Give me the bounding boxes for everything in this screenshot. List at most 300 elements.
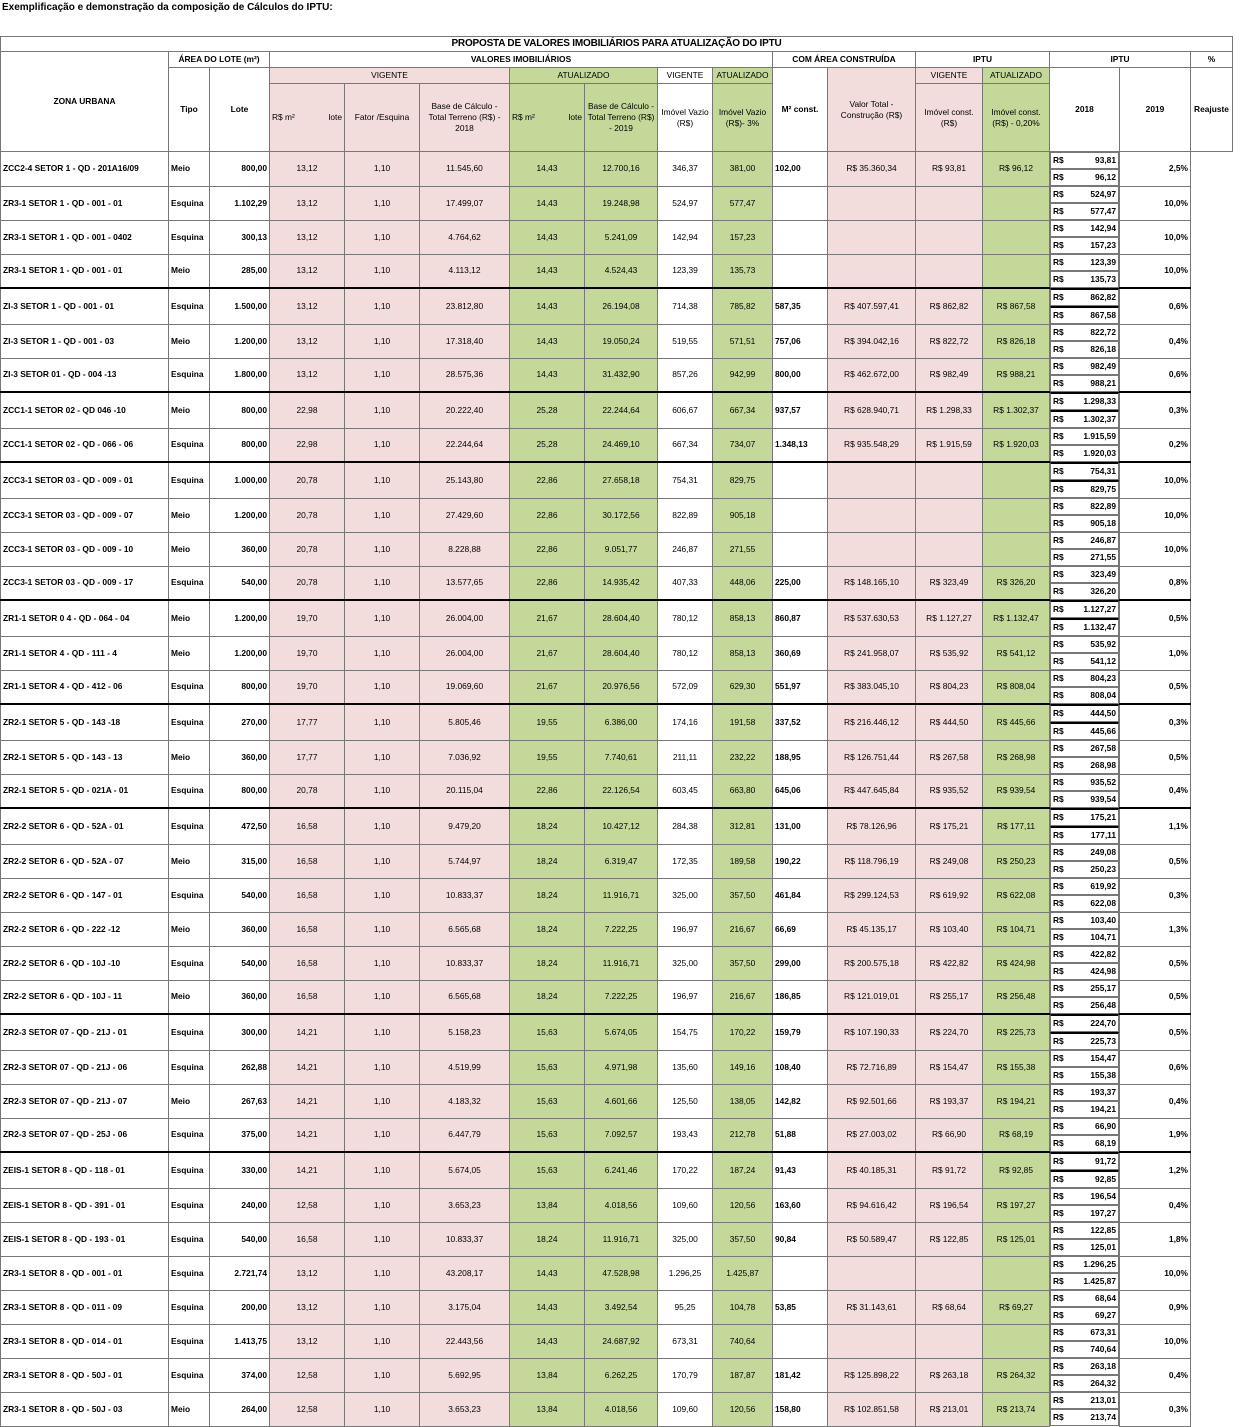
cell-valor-total: R$ 126.751,44 bbox=[828, 740, 916, 774]
cell-imovel-vazio: 524,97 bbox=[658, 186, 713, 220]
cell-rs-m2-vigente: 13,12 bbox=[270, 324, 345, 358]
cell-imovel-vazio: 123,39 bbox=[658, 254, 713, 288]
cell-rs-m2-atualizado: 22,86 bbox=[510, 566, 585, 600]
cell-imovel-vazio-3: 357,50 bbox=[713, 946, 773, 980]
cell-imovel-vazio: 95,25 bbox=[658, 1290, 713, 1324]
cell-base-2019: 7.740,61 bbox=[585, 740, 658, 774]
cell-base-2019: 26.194,08 bbox=[585, 288, 658, 324]
currency-value: 619,92 bbox=[1090, 881, 1116, 891]
cell-rs-m2-vigente: 17,77 bbox=[270, 704, 345, 740]
cell-rs-m2-atualizado: 14,43 bbox=[510, 186, 585, 220]
cell-iptu-2018 bbox=[1050, 498, 1119, 515]
cell-imovel-vazio-3: 829,75 bbox=[713, 462, 773, 498]
cell-base-2018: 3.653,23 bbox=[420, 1392, 510, 1426]
currency-value: 69,27 bbox=[1095, 1310, 1116, 1320]
cell-fator: 1,10 bbox=[345, 1256, 420, 1290]
currency-value: 96,12 bbox=[1095, 172, 1116, 182]
cell-iptu-2018 bbox=[1050, 1290, 1119, 1307]
cell-base-2019: 28.604,40 bbox=[585, 636, 658, 670]
cell-valor-total: R$ 148.165,10 bbox=[828, 566, 916, 600]
currency-symbol: R$ bbox=[1053, 743, 1064, 753]
cell-rs-m2-atualizado: 18,24 bbox=[510, 946, 585, 980]
cell-imovel-const: R$ 535,92 bbox=[916, 636, 983, 670]
cell-tipo: Esquina bbox=[169, 288, 210, 324]
cell-m2-const: 360,69 bbox=[773, 636, 828, 670]
currency-value: 822,72 bbox=[1090, 327, 1116, 337]
cell-base-2019: 12.700,16 bbox=[585, 152, 658, 187]
currency-symbol: R$ bbox=[1053, 240, 1064, 250]
col-reajuste: Reajuste bbox=[1191, 68, 1233, 152]
cell-imovel-const-020: R$ 445,66 bbox=[983, 704, 1050, 740]
cell-iptu-2018 bbox=[1050, 1392, 1119, 1409]
cell-lote: 1.200,00 bbox=[210, 600, 270, 636]
currency-symbol: R$ bbox=[1053, 1276, 1064, 1286]
cell-imovel-const-020 bbox=[983, 254, 1050, 288]
cell-imovel-const-020: R$ 68,19 bbox=[983, 1118, 1050, 1152]
cell-tipo: Meio bbox=[169, 324, 210, 358]
cell-valor-total bbox=[828, 1324, 916, 1358]
cell-imovel-const: R$ 68,64 bbox=[916, 1290, 983, 1324]
currency-symbol: R$ bbox=[1053, 864, 1064, 874]
currency-value: 673,31 bbox=[1090, 1327, 1116, 1337]
cell-tipo: Esquina bbox=[169, 1152, 210, 1188]
currency-symbol: R$ bbox=[1053, 172, 1064, 182]
cell-valor-total: R$ 118.796,19 bbox=[828, 844, 916, 878]
cell-iptu-2019 bbox=[1050, 826, 1119, 844]
currency-value: 197,27 bbox=[1090, 1208, 1116, 1218]
cell-rs-m2-atualizado: 14,43 bbox=[510, 358, 585, 392]
cell-lote: 1.500,00 bbox=[210, 288, 270, 324]
cell-tipo: Esquina bbox=[169, 1188, 210, 1222]
cell-imovel-const-020 bbox=[983, 532, 1050, 566]
cell-imovel-const-020: R$ 104,71 bbox=[983, 912, 1050, 946]
cell-base-2019: 7.092,57 bbox=[585, 1118, 658, 1152]
cell-rs-m2-vigente: 16,58 bbox=[270, 878, 345, 912]
cell-imovel-vazio-3: 312,81 bbox=[713, 808, 773, 844]
cell-reajuste: 0,8% bbox=[1120, 566, 1191, 600]
cell-imovel-vazio-3: 629,30 bbox=[713, 670, 773, 704]
cell-m2-const: 66,69 bbox=[773, 912, 828, 946]
currency-symbol: R$ bbox=[1053, 569, 1064, 579]
cell-rs-m2-atualizado: 14,43 bbox=[510, 1290, 585, 1324]
cell-rs-m2-atualizado: 18,24 bbox=[510, 912, 585, 946]
cell-imovel-const bbox=[916, 254, 983, 288]
cell-imovel-vazio-3: 157,23 bbox=[713, 220, 773, 254]
cell-tipo: Meio bbox=[169, 152, 210, 187]
currency-symbol: R$ bbox=[1053, 396, 1064, 406]
cell-imovel-vazio: 780,12 bbox=[658, 636, 713, 670]
currency-symbol: R$ bbox=[1053, 760, 1064, 770]
cell-reajuste: 0,4% bbox=[1120, 1188, 1191, 1222]
cell-base-2019: 11.916,71 bbox=[585, 1222, 658, 1256]
cell-base-2018: 5.744,97 bbox=[420, 844, 510, 878]
cell-imovel-vazio: 193,43 bbox=[658, 1118, 713, 1152]
cell-base-2019: 19.050,24 bbox=[585, 324, 658, 358]
cell-imovel-vazio: 170,79 bbox=[658, 1358, 713, 1392]
currency-symbol: R$ bbox=[1053, 1156, 1064, 1166]
cell-reajuste: 0,5% bbox=[1120, 980, 1191, 1014]
cell-lote: 375,00 bbox=[210, 1118, 270, 1152]
currency-symbol: R$ bbox=[1053, 1121, 1064, 1131]
cell-rs-m2-vigente: 13,12 bbox=[270, 186, 345, 220]
cell-iptu-2019 bbox=[1050, 203, 1119, 220]
cell-imovel-vazio-3: 858,13 bbox=[713, 636, 773, 670]
cell-rs-m2-atualizado: 21,67 bbox=[510, 600, 585, 636]
table-row bbox=[1, 254, 1233, 288]
cell-imovel-const-020: R$ 69,27 bbox=[983, 1290, 1050, 1324]
cell-imovel-vazio-3: 135,73 bbox=[713, 254, 773, 288]
cell-lote: 1.800,00 bbox=[210, 358, 270, 392]
table-row bbox=[1, 186, 1233, 220]
currency-symbol: R$ bbox=[1053, 881, 1064, 891]
cell-rs-m2-vigente: 20,78 bbox=[270, 498, 345, 532]
cell-rs-m2-vigente: 12,58 bbox=[270, 1188, 345, 1222]
table-row bbox=[1, 1222, 1233, 1256]
cell-fator: 1,10 bbox=[345, 566, 420, 600]
cell-reajuste: 1,8% bbox=[1120, 1222, 1191, 1256]
cell-imovel-vazio-3: 271,55 bbox=[713, 532, 773, 566]
cell-iptu-2019 bbox=[1050, 1101, 1119, 1118]
cell-reajuste: 1,3% bbox=[1120, 912, 1191, 946]
cell-valor-total: R$ 200.575,18 bbox=[828, 946, 916, 980]
cell-valor-total: R$ 35.360,34 bbox=[828, 152, 916, 187]
currency-symbol: R$ bbox=[1053, 310, 1064, 320]
cell-zona: ZR3-1 SETOR 8 - QD - 011 - 09 bbox=[1, 1290, 169, 1324]
cell-lote: 267,63 bbox=[210, 1084, 270, 1118]
cell-lote: 360,00 bbox=[210, 980, 270, 1014]
cell-iptu-2018 bbox=[1050, 636, 1119, 653]
cell-m2-const: 337,52 bbox=[773, 704, 828, 740]
cell-reajuste: 0,3% bbox=[1120, 704, 1191, 740]
cell-m2-const: 163,60 bbox=[773, 1188, 828, 1222]
cell-iptu-2018 bbox=[1050, 1014, 1119, 1032]
currency-symbol: R$ bbox=[1053, 1191, 1064, 1201]
cell-imovel-vazio: 109,60 bbox=[658, 1188, 713, 1222]
table-row bbox=[1, 912, 1233, 946]
currency-symbol: R$ bbox=[1053, 274, 1064, 284]
cell-fator: 1,10 bbox=[345, 1118, 420, 1152]
cell-fator: 1,10 bbox=[345, 878, 420, 912]
cell-reajuste: 10,0% bbox=[1120, 1256, 1191, 1290]
cell-zona: ZCC1-1 SETOR 02 - QD - 066 - 06 bbox=[1, 428, 169, 462]
cell-imovel-const: R$ 323,49 bbox=[916, 566, 983, 600]
cell-base-2018: 10.833,37 bbox=[420, 946, 510, 980]
currency-value: 267,58 bbox=[1090, 743, 1116, 753]
cell-m2-const: 91,43 bbox=[773, 1152, 828, 1188]
cell-imovel-vazio-3: 189,58 bbox=[713, 844, 773, 878]
cell-m2-const: 551,97 bbox=[773, 670, 828, 704]
cell-rs-m2-vigente: 14,21 bbox=[270, 1014, 345, 1050]
col-imovel-const: Imóvel const. (R$) bbox=[916, 84, 983, 152]
cell-tipo: Esquina bbox=[169, 566, 210, 600]
cell-imovel-vazio: 754,31 bbox=[658, 462, 713, 498]
cell-base-2018: 26.004,00 bbox=[420, 600, 510, 636]
cell-zona: ZR2-3 SETOR 07 - QD - 25J - 06 bbox=[1, 1118, 169, 1152]
cell-base-2019: 19.248,98 bbox=[585, 186, 658, 220]
cell-rs-m2-vigente: 13,12 bbox=[270, 1256, 345, 1290]
cell-rs-m2-vigente: 12,58 bbox=[270, 1392, 345, 1426]
currency-value: 754,31 bbox=[1090, 466, 1116, 476]
cell-zona: ZR3-1 SETOR 8 - QD - 50J - 01 bbox=[1, 1358, 169, 1392]
cell-lote: 1.200,00 bbox=[210, 324, 270, 358]
cell-rs-m2-vigente: 13,12 bbox=[270, 288, 345, 324]
cell-iptu-2018 bbox=[1050, 152, 1119, 169]
cell-lote: 1.000,00 bbox=[210, 462, 270, 498]
cell-iptu-2018 bbox=[1050, 844, 1119, 861]
currency-symbol: R$ bbox=[1053, 1293, 1064, 1303]
cell-lote: 540,00 bbox=[210, 946, 270, 980]
cell-imovel-vazio: 667,34 bbox=[658, 428, 713, 462]
cell-rs-m2-atualizado: 13,84 bbox=[510, 1358, 585, 1392]
cell-imovel-const-020 bbox=[983, 462, 1050, 498]
cell-zona: ZCC2-4 SETOR 1 - QD - 201A16/09 bbox=[1, 152, 169, 187]
cell-reajuste: 0,5% bbox=[1120, 844, 1191, 878]
currency-value: 541,12 bbox=[1090, 656, 1116, 666]
cell-iptu-2018 bbox=[1050, 1358, 1119, 1375]
cell-valor-total: R$ 107.190,33 bbox=[828, 1014, 916, 1050]
cell-iptu-2018 bbox=[1050, 462, 1119, 480]
currency-value: 246,87 bbox=[1090, 535, 1116, 545]
currency-symbol: R$ bbox=[1053, 812, 1064, 822]
currency-value: 154,47 bbox=[1090, 1053, 1116, 1063]
cell-imovel-vazio: 325,00 bbox=[658, 1222, 713, 1256]
currency-symbol: R$ bbox=[1053, 344, 1064, 354]
currency-symbol: R$ bbox=[1053, 983, 1064, 993]
cell-imovel-const: R$ 263,18 bbox=[916, 1358, 983, 1392]
currency-symbol: R$ bbox=[1053, 966, 1064, 976]
cell-zona: ZR2-2 SETOR 6 - QD - 52A - 01 bbox=[1, 808, 169, 844]
cell-base-2018: 19.069,60 bbox=[420, 670, 510, 704]
cell-iptu-2018 bbox=[1050, 1324, 1119, 1341]
cell-zona: ZI-3 SETOR 1 - QD - 001 - 03 bbox=[1, 324, 169, 358]
cell-iptu-2019 bbox=[1050, 1205, 1119, 1222]
currency-symbol: R$ bbox=[1053, 448, 1064, 458]
cell-imovel-vazio: 284,38 bbox=[658, 808, 713, 844]
currency-symbol: R$ bbox=[1053, 292, 1064, 302]
currency-value: 142,94 bbox=[1090, 223, 1116, 233]
cell-imovel-vazio: 109,60 bbox=[658, 1392, 713, 1426]
cell-reajuste: 0,4% bbox=[1120, 774, 1191, 808]
cell-imovel-vazio-3: 734,07 bbox=[713, 428, 773, 462]
cell-imovel-vazio: 154,75 bbox=[658, 1014, 713, 1050]
cell-valor-total: R$ 935.548,29 bbox=[828, 428, 916, 462]
cell-tipo: Esquina bbox=[169, 358, 210, 392]
cell-base-2018: 5.158,23 bbox=[420, 1014, 510, 1050]
cell-lote: 472,50 bbox=[210, 808, 270, 844]
cell-fator: 1,10 bbox=[345, 254, 420, 288]
cell-lote: 800,00 bbox=[210, 774, 270, 808]
cell-m2-const: 158,80 bbox=[773, 1392, 828, 1426]
cell-valor-total: R$ 102.851,58 bbox=[828, 1392, 916, 1426]
cell-iptu-2018 bbox=[1050, 186, 1119, 203]
cell-rs-m2-atualizado: 18,24 bbox=[510, 878, 585, 912]
cell-imovel-const: R$ 1.298,33 bbox=[916, 392, 983, 428]
cell-lote: 315,00 bbox=[210, 844, 270, 878]
cell-zona: ZR2-1 SETOR 5 - QD - 143 -18 bbox=[1, 704, 169, 740]
cell-iptu-2018 bbox=[1050, 1084, 1119, 1101]
currency-symbol: R$ bbox=[1053, 1000, 1064, 1010]
cell-imovel-vazio-3: 1.425,87 bbox=[713, 1256, 773, 1290]
cell-iptu-2018 bbox=[1050, 704, 1119, 722]
cell-imovel-vazio-3: 191,58 bbox=[713, 704, 773, 740]
currency-value: 988,21 bbox=[1090, 378, 1116, 388]
currency-symbol: R$ bbox=[1053, 949, 1064, 959]
currency-symbol: R$ bbox=[1053, 932, 1064, 942]
cell-rs-m2-vigente: 13,12 bbox=[270, 152, 345, 187]
cell-rs-m2-atualizado: 14,43 bbox=[510, 1324, 585, 1358]
cell-iptu-2019 bbox=[1050, 237, 1119, 254]
cell-reajuste: 0,5% bbox=[1120, 670, 1191, 704]
cell-zona: ZR3-1 SETOR 8 - QD - 014 - 01 bbox=[1, 1324, 169, 1358]
currency-value: 104,71 bbox=[1090, 932, 1116, 942]
cell-reajuste: 0,6% bbox=[1120, 1050, 1191, 1084]
col-fator: Fator /Esquina bbox=[345, 84, 420, 152]
cell-valor-total bbox=[828, 186, 916, 220]
cell-base-2019: 6.241,46 bbox=[585, 1152, 658, 1188]
cell-iptu-2019 bbox=[1050, 929, 1119, 946]
cell-rs-m2-atualizado: 22,86 bbox=[510, 532, 585, 566]
cell-rs-m2-vigente: 19,70 bbox=[270, 636, 345, 670]
cell-m2-const: 186,85 bbox=[773, 980, 828, 1014]
cell-reajuste: 0,5% bbox=[1120, 1014, 1191, 1050]
cell-m2-const: 937,57 bbox=[773, 392, 828, 428]
currency-value: 982,49 bbox=[1090, 361, 1116, 371]
cell-imovel-const-020: R$ 177,11 bbox=[983, 808, 1050, 844]
cell-base-2019: 14.935,42 bbox=[585, 566, 658, 600]
cell-imovel-const: R$ 193,37 bbox=[916, 1084, 983, 1118]
currency-symbol: R$ bbox=[1053, 535, 1064, 545]
cell-iptu-2019 bbox=[1050, 1273, 1119, 1290]
cell-iptu-2019 bbox=[1050, 549, 1119, 566]
cell-tipo: Esquina bbox=[169, 1222, 210, 1256]
hdr-valores: VALORES IMOBILIÁRIOS bbox=[270, 52, 773, 68]
cell-base-2018: 11.545,60 bbox=[420, 152, 510, 187]
currency-value: 68,19 bbox=[1095, 1138, 1116, 1148]
cell-imovel-vazio: 172,35 bbox=[658, 844, 713, 878]
cell-reajuste: 10,0% bbox=[1120, 498, 1191, 532]
col-lote: Lote bbox=[210, 68, 270, 152]
table-row bbox=[1, 1358, 1233, 1392]
cell-valor-total bbox=[828, 1256, 916, 1290]
cell-base-2019: 4.018,56 bbox=[585, 1188, 658, 1222]
cell-lote: 360,00 bbox=[210, 740, 270, 774]
currency-symbol: R$ bbox=[1053, 206, 1064, 216]
cell-imovel-vazio: 603,45 bbox=[658, 774, 713, 808]
cell-m2-const bbox=[773, 1324, 828, 1358]
cell-fator: 1,10 bbox=[345, 670, 420, 704]
cell-fator: 1,10 bbox=[345, 946, 420, 980]
cell-iptu-2019 bbox=[1050, 1375, 1119, 1392]
cell-imovel-vazio-3: 858,13 bbox=[713, 600, 773, 636]
currency-value: 1.298,33 bbox=[1083, 396, 1116, 406]
cell-fator: 1,10 bbox=[345, 1324, 420, 1358]
cell-imovel-vazio-3: 216,67 bbox=[713, 980, 773, 1014]
cell-zona: ZCC3-1 SETOR 03 - QD - 009 - 17 bbox=[1, 566, 169, 600]
cell-imovel-const-020: R$ 826,18 bbox=[983, 324, 1050, 358]
cell-tipo: Esquina bbox=[169, 462, 210, 498]
currency-symbol: R$ bbox=[1053, 1104, 1064, 1114]
cell-base-2018: 20.222,40 bbox=[420, 392, 510, 428]
cell-zona: ZCC3-1 SETOR 03 - QD - 009 - 10 bbox=[1, 532, 169, 566]
cell-valor-total: R$ 447.645,84 bbox=[828, 774, 916, 808]
cell-reajuste: 10,0% bbox=[1120, 532, 1191, 566]
cell-lote: 300,13 bbox=[210, 220, 270, 254]
table-row bbox=[1, 220, 1233, 254]
cell-rs-m2-vigente: 13,12 bbox=[270, 358, 345, 392]
cell-base-2018: 3.653,23 bbox=[420, 1188, 510, 1222]
col-rs-m2-lote-vigente bbox=[270, 84, 345, 152]
cell-base-2019: 47.528,98 bbox=[585, 1256, 658, 1290]
cell-rs-m2-vigente: 22,98 bbox=[270, 392, 345, 428]
cell-iptu-2019 bbox=[1050, 963, 1119, 980]
cell-imovel-vazio: 1.296,25 bbox=[658, 1256, 713, 1290]
cell-rs-m2-atualizado: 25,28 bbox=[510, 428, 585, 462]
cell-rs-m2-vigente: 20,78 bbox=[270, 462, 345, 498]
cell-imovel-vazio-3: 149,16 bbox=[713, 1050, 773, 1084]
cell-lote: 540,00 bbox=[210, 566, 270, 600]
table-row bbox=[1, 1152, 1233, 1188]
cell-base-2018: 4.519,99 bbox=[420, 1050, 510, 1084]
cell-base-2018: 6.565,68 bbox=[420, 980, 510, 1014]
cell-rs-m2-vigente: 14,21 bbox=[270, 1118, 345, 1152]
cell-m2-const: 461,84 bbox=[773, 878, 828, 912]
currency-symbol: R$ bbox=[1053, 155, 1064, 165]
currency-symbol: R$ bbox=[1053, 690, 1064, 700]
cell-rs-m2-atualizado: 18,24 bbox=[510, 844, 585, 878]
currency-symbol: R$ bbox=[1053, 327, 1064, 337]
cell-imovel-vazio-3: 357,50 bbox=[713, 878, 773, 912]
currency-symbol: R$ bbox=[1053, 1344, 1064, 1354]
cell-tipo: Esquina bbox=[169, 1358, 210, 1392]
cell-base-2019: 24.469,10 bbox=[585, 428, 658, 462]
cell-rs-m2-vigente: 17,77 bbox=[270, 740, 345, 774]
currency-value: 268,98 bbox=[1090, 760, 1116, 770]
cell-base-2019: 9.051,77 bbox=[585, 532, 658, 566]
currency-symbol: R$ bbox=[1053, 1138, 1064, 1148]
cell-fator: 1,10 bbox=[345, 1358, 420, 1392]
cell-base-2018: 27.429,60 bbox=[420, 498, 510, 532]
table-row bbox=[1, 1256, 1233, 1290]
cell-valor-total: R$ 394.042,16 bbox=[828, 324, 916, 358]
cell-imovel-const-020: R$ 213,74 bbox=[983, 1392, 1050, 1426]
cell-tipo: Esquina bbox=[169, 774, 210, 808]
currency-value: 1.296,25 bbox=[1083, 1259, 1116, 1269]
cell-iptu-2019 bbox=[1050, 341, 1119, 358]
cell-zona: ZR2-1 SETOR 5 - QD - 021A - 01 bbox=[1, 774, 169, 808]
cell-base-2019: 31.432,90 bbox=[585, 358, 658, 392]
hdr-iptu-atualizado: ATUALIZADO bbox=[713, 68, 773, 84]
cell-imovel-const: R$ 249,08 bbox=[916, 844, 983, 878]
currency-value: 1.425,87 bbox=[1083, 1276, 1116, 1286]
hdr-const-vigente: VIGENTE bbox=[916, 68, 983, 84]
cell-rs-m2-atualizado: 22,86 bbox=[510, 774, 585, 808]
currency-value: 804,23 bbox=[1090, 673, 1116, 683]
cell-rs-m2-atualizado: 14,43 bbox=[510, 152, 585, 187]
cell-iptu-2018 bbox=[1050, 774, 1119, 791]
cell-imovel-const: R$ 267,58 bbox=[916, 740, 983, 774]
cell-m2-const bbox=[773, 532, 828, 566]
cell-fator: 1,10 bbox=[345, 324, 420, 358]
cell-m2-const: 102,00 bbox=[773, 152, 828, 187]
cell-rs-m2-atualizado: 14,43 bbox=[510, 324, 585, 358]
currency-value: 194,21 bbox=[1090, 1104, 1116, 1114]
currency-symbol: R$ bbox=[1053, 673, 1064, 683]
currency-symbol: R$ bbox=[1053, 1395, 1064, 1405]
cell-iptu-2018 bbox=[1050, 980, 1119, 997]
cell-lote: 800,00 bbox=[210, 392, 270, 428]
cell-iptu-2018 bbox=[1050, 1256, 1119, 1273]
cell-iptu-2019 bbox=[1050, 687, 1119, 704]
